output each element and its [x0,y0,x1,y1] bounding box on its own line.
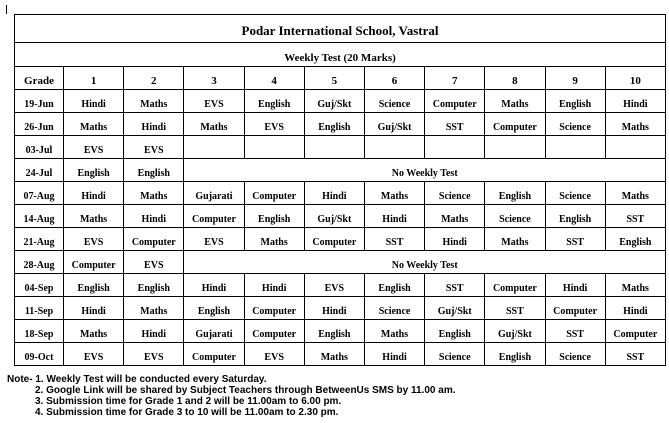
subject-cell: Hindi [545,274,605,297]
subject-cell: Guj/Skt [364,113,424,136]
table-row [15,136,666,159]
table-row [15,205,666,228]
subject-cell: English [485,182,545,205]
subject-cell: English [124,159,184,182]
subject-cell: English [364,274,424,297]
subject-cell: Hindi [124,320,184,343]
subject-cell: Computer [244,320,304,343]
subject-cell: Computer [545,297,605,320]
note-3: 3. Submission time for Grade 1 and 2 will be 11.00am to 6.00 pm. [35,396,342,407]
subject-cell: Computer [244,182,304,205]
subject-cell: Maths [124,297,184,320]
school-title: Podar International School, Vastral [15,15,666,43]
note-2: 2. Google Link will be shared by Subject Teachers through BetweenUs SMS by 11.00 am. [35,385,456,396]
subject-cell: Hindi [64,90,124,113]
grade-header: 6 [364,67,424,90]
subject-cell: SST [364,228,424,251]
subject-cell: English [545,205,605,228]
subject-cell: English [244,90,304,113]
subject-cell: Computer [425,90,485,113]
no-weekly-test-cell: No Weekly Test [184,251,666,274]
subject-cell: Guj/Skt [304,90,364,113]
note-4: 4. Submission time for Grade 3 to 10 will be 11.00am to 2.30 pm. [35,407,339,418]
table-row [15,228,666,251]
subject-cell: English [184,297,244,320]
subject-cell: English [485,343,545,366]
date-cell: 28-Aug [15,251,64,274]
subject-cell: Science [425,343,485,366]
subject-cell [184,136,244,159]
subject-cell: SST [605,205,665,228]
subject-cell: Maths [425,205,485,228]
subject-cell: Maths [124,90,184,113]
subject-cell: Hindi [364,343,424,366]
subject-cell: Computer [184,205,244,228]
subject-cell: Maths [64,205,124,228]
note-1: Note- 1. Weekly Test will be conducted every Saturday. [7,374,267,385]
grade-header: 1 [64,67,124,90]
date-cell: 26-Jun [15,113,64,136]
subject-cell: English [64,159,124,182]
subject-cell: SST [425,113,485,136]
subject-cell [364,136,424,159]
text-cursor [6,5,7,14]
table-row [15,343,666,366]
subject-cell: EVS [184,90,244,113]
subject-cell: EVS [124,343,184,366]
subject-cell: SST [545,320,605,343]
subject-cell: Science [425,182,485,205]
subject-cell: EVS [64,136,124,159]
subject-cell: Maths [364,320,424,343]
date-cell: 03-Jul [15,136,64,159]
grade-header: 3 [184,67,244,90]
date-cell: 07-Aug [15,182,64,205]
table-row [15,113,666,136]
subject-cell: Science [364,90,424,113]
weekly-test-table [14,14,666,366]
subject-cell: Maths [304,343,364,366]
subject-cell: Maths [485,228,545,251]
subject-cell: Gujarati [184,182,244,205]
subject-cell: Maths [605,113,665,136]
subject-cell [304,136,364,159]
subject-cell: Maths [485,90,545,113]
grade-header: 4 [244,67,304,90]
table-row [15,320,666,343]
date-cell: 04-Sep [15,274,64,297]
subject-cell: English [605,228,665,251]
date-cell: 11-Sep [15,297,64,320]
date-cell: 19-Jun [15,90,64,113]
subject-cell: Hindi [124,113,184,136]
subject-cell: Computer [485,113,545,136]
date-cell: 24-Jul [15,159,64,182]
table-row [15,159,666,182]
date-cell: 21-Aug [15,228,64,251]
subject-cell: English [124,274,184,297]
subject-cell: SST [485,297,545,320]
table-row [15,297,666,320]
subject-cell: Science [364,297,424,320]
subject-cell: Computer [64,251,124,274]
subject-cell: Maths [64,320,124,343]
table-row [15,182,666,205]
subject-cell: EVS [304,274,364,297]
grade-header: 8 [485,67,545,90]
subject-cell: English [64,274,124,297]
subject-cell: Computer [124,228,184,251]
notes [7,374,456,418]
subject-cell: EVS [124,136,184,159]
subject-cell: Hindi [425,228,485,251]
date-cell: 18-Sep [15,320,64,343]
subject-cell: EVS [64,343,124,366]
subject-cell: Hindi [124,205,184,228]
subject-cell: Maths [244,228,304,251]
subject-cell: SST [545,228,605,251]
subject-cell: English [304,113,364,136]
subject-cell: Science [485,205,545,228]
subject-cell: SST [425,274,485,297]
subject-cell: Maths [605,274,665,297]
subject-cell: Guj/Skt [304,205,364,228]
subject-cell: Science [545,182,605,205]
subject-cell: Science [545,343,605,366]
grade-header: 5 [304,67,364,90]
subject-cell: EVS [64,228,124,251]
grade-label: Grade [15,67,64,90]
subject-cell: Computer [304,228,364,251]
no-weekly-test-cell: No Weekly Test [184,159,666,182]
subject-cell: Gujarati [184,320,244,343]
grade-header: 7 [425,67,485,90]
subject-cell: Maths [64,113,124,136]
table-row [15,90,666,113]
subject-cell: Maths [364,182,424,205]
subject-cell: EVS [244,113,304,136]
subject-cell: English [244,205,304,228]
subject-cell [425,136,485,159]
subject-cell: Computer [184,343,244,366]
subject-cell: Computer [485,274,545,297]
subject-cell: English [304,320,364,343]
subject-cell: EVS [184,228,244,251]
subject-cell: Computer [605,320,665,343]
header-row [15,67,666,90]
subject-cell: Hindi [304,297,364,320]
subject-cell: Hindi [605,90,665,113]
subject-cell: Hindi [184,274,244,297]
subject-cell: Hindi [364,205,424,228]
date-cell: 09-Oct [15,343,64,366]
subject-cell: English [545,90,605,113]
subject-cell: Hindi [304,182,364,205]
table-row [15,274,666,297]
grade-header: 10 [605,67,665,90]
subject-cell: SST [605,343,665,366]
table-row [15,251,666,274]
subject-cell [244,136,304,159]
subject-cell: Hindi [64,297,124,320]
date-cell: 14-Aug [15,205,64,228]
subject-cell [545,136,605,159]
grade-header: 9 [545,67,605,90]
subject-cell [485,136,545,159]
subject-cell: English [425,320,485,343]
subject-cell: Maths [124,182,184,205]
subject-cell: Science [545,113,605,136]
subject-cell: Maths [184,113,244,136]
subject-cell: Hindi [244,274,304,297]
subject-cell: Computer [244,297,304,320]
subject-cell: Guj/Skt [425,297,485,320]
subject-cell: Guj/Skt [485,320,545,343]
subject-cell [605,136,665,159]
subject-cell: Hindi [64,182,124,205]
subject-cell: Maths [605,182,665,205]
subject-cell: Hindi [605,297,665,320]
table-subtitle: Weekly Test (20 Marks) [15,43,666,67]
grade-header: 2 [124,67,184,90]
subject-cell: EVS [244,343,304,366]
subject-cell: EVS [124,251,184,274]
